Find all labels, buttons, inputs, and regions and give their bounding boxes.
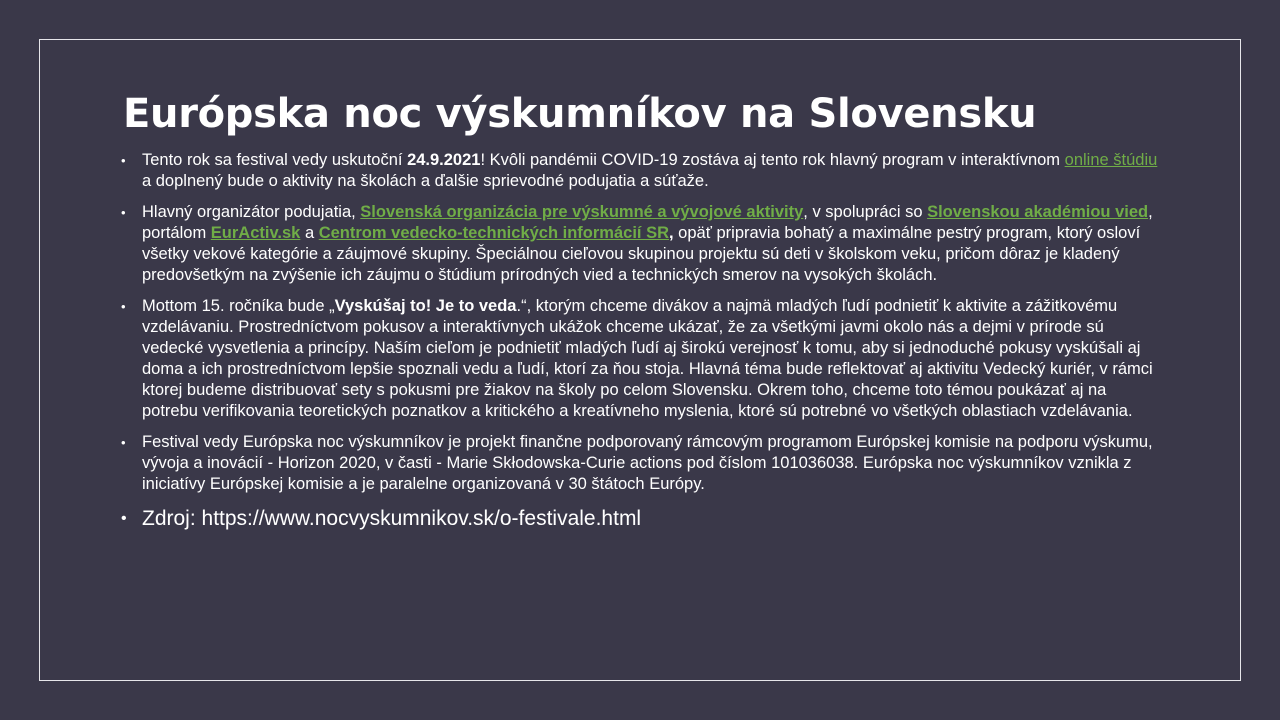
text: a doplnený bude o aktivity na školách a ďalšie sprievodné podujatia a súťaže.: [142, 172, 709, 190]
bullet-marker: •: [121, 435, 126, 450]
text: a: [300, 224, 319, 242]
slide-title: Európska noc výskumníkov na Slovensku: [123, 91, 1037, 137]
bullet-marker: •: [121, 299, 126, 314]
text: ! Kvôli pandémii COVID-19 zostáva aj tento rok hlavný program v interaktívnom: [480, 151, 1065, 169]
text: Tento rok sa festival vedy uskutoční: [142, 151, 408, 169]
text: ,: [669, 224, 674, 242]
bullet-marker: •: [121, 510, 127, 527]
bullet-marker: •: [121, 153, 126, 168]
text: , v spolupráci so: [803, 203, 928, 221]
bullet-organizers: [121, 202, 1161, 286]
euractiv-link[interactable]: EurActiv.sk: [210, 224, 301, 242]
text: Hlavný organizátor podujatia,: [142, 203, 361, 221]
bullet-funding: [121, 432, 1161, 495]
online-studio-link[interactable]: online štúdiu: [1064, 151, 1158, 169]
source-text: Zdroj: https://www.nocvyskumnikov.sk/o-festivale.html: [142, 507, 642, 530]
text: , portálom: [142, 203, 1153, 242]
text: Mottom 15. ročníka bude „: [142, 297, 335, 315]
sav-link[interactable]: Slovenskou akadémiou vied: [927, 203, 1149, 221]
bullet-list: [121, 150, 1161, 543]
cvti-link[interactable]: Centrom vedecko-technických informácií SR: [318, 224, 669, 242]
motto: Vyskúšaj to! Je to veda: [334, 297, 517, 315]
bullet-source: [121, 505, 1161, 533]
bullet-festival-date: [121, 150, 1161, 192]
text: Festival vedy Európska noc výskumníkov je projekt finančne podporovaný rámcovým programom Európskej komisie na podporu výskumu, vývoja a inovácií - Horizon 2020, v časti - Marie Skłodowska-Curie actions pod číslom 101036038. Európska noc výskumníkov vznikla z iniciatívy Európskej komisie a je paralelne organizovaná v 30 štátoch Európy.: [142, 433, 1153, 493]
bullet-motto: [121, 296, 1161, 422]
svva-link[interactable]: Slovenská organizácia pre výskumné a vývojové aktivity: [360, 203, 804, 221]
bullet-marker: •: [121, 205, 126, 220]
text: .“, ktorým chceme divákov a najmä mladých ľudí podnietiť k aktivite a zážitkovému vzdelávaniu. Prostredníctvom pokusov a interaktívnych ukážok chceme ukázať, že za všetkými javmi okolo nás a dejmi v prírode sú vedecké vysvetlenia a princípy. Naším cieľom je podnietiť mladých ľudí aj širokú verejnosť k tomu, aby si jednoduché pokusy vyskúšali aj doma a ich prostredníctvom lepšie spoznali vedu a ľudí, ktorí za ňou stoja. Hlavná téma bude reflektovať aj aktivitu Vedecký kuriér, v rámci ktorej budeme distribuovať sety s pokusmi pre žiakov na školy po celom Slovensku. Okrem toho, chceme toto témou poukázať aj na potrebu verifikovania teoretických poznatkov a kritického a kreatívneho myslenia, ktoré sú potrebné vo všetkých oblastiach vzdelávania.: [142, 297, 1153, 420]
text: opäť pripravia bohatý a maximálne pestrý program, ktorý osloví všetky vekové kategórie a záujmové skupiny. Špeciálnou cieľovou skupinou projektu sú deti v školskom veku, pričom dôraz je kladený predovšetkým na zvýšenie ich záujmu o štúdium prírodných vied a technických smerov na vysokých školách.: [142, 224, 1141, 284]
festival-date: 24.9.2021: [407, 151, 481, 169]
